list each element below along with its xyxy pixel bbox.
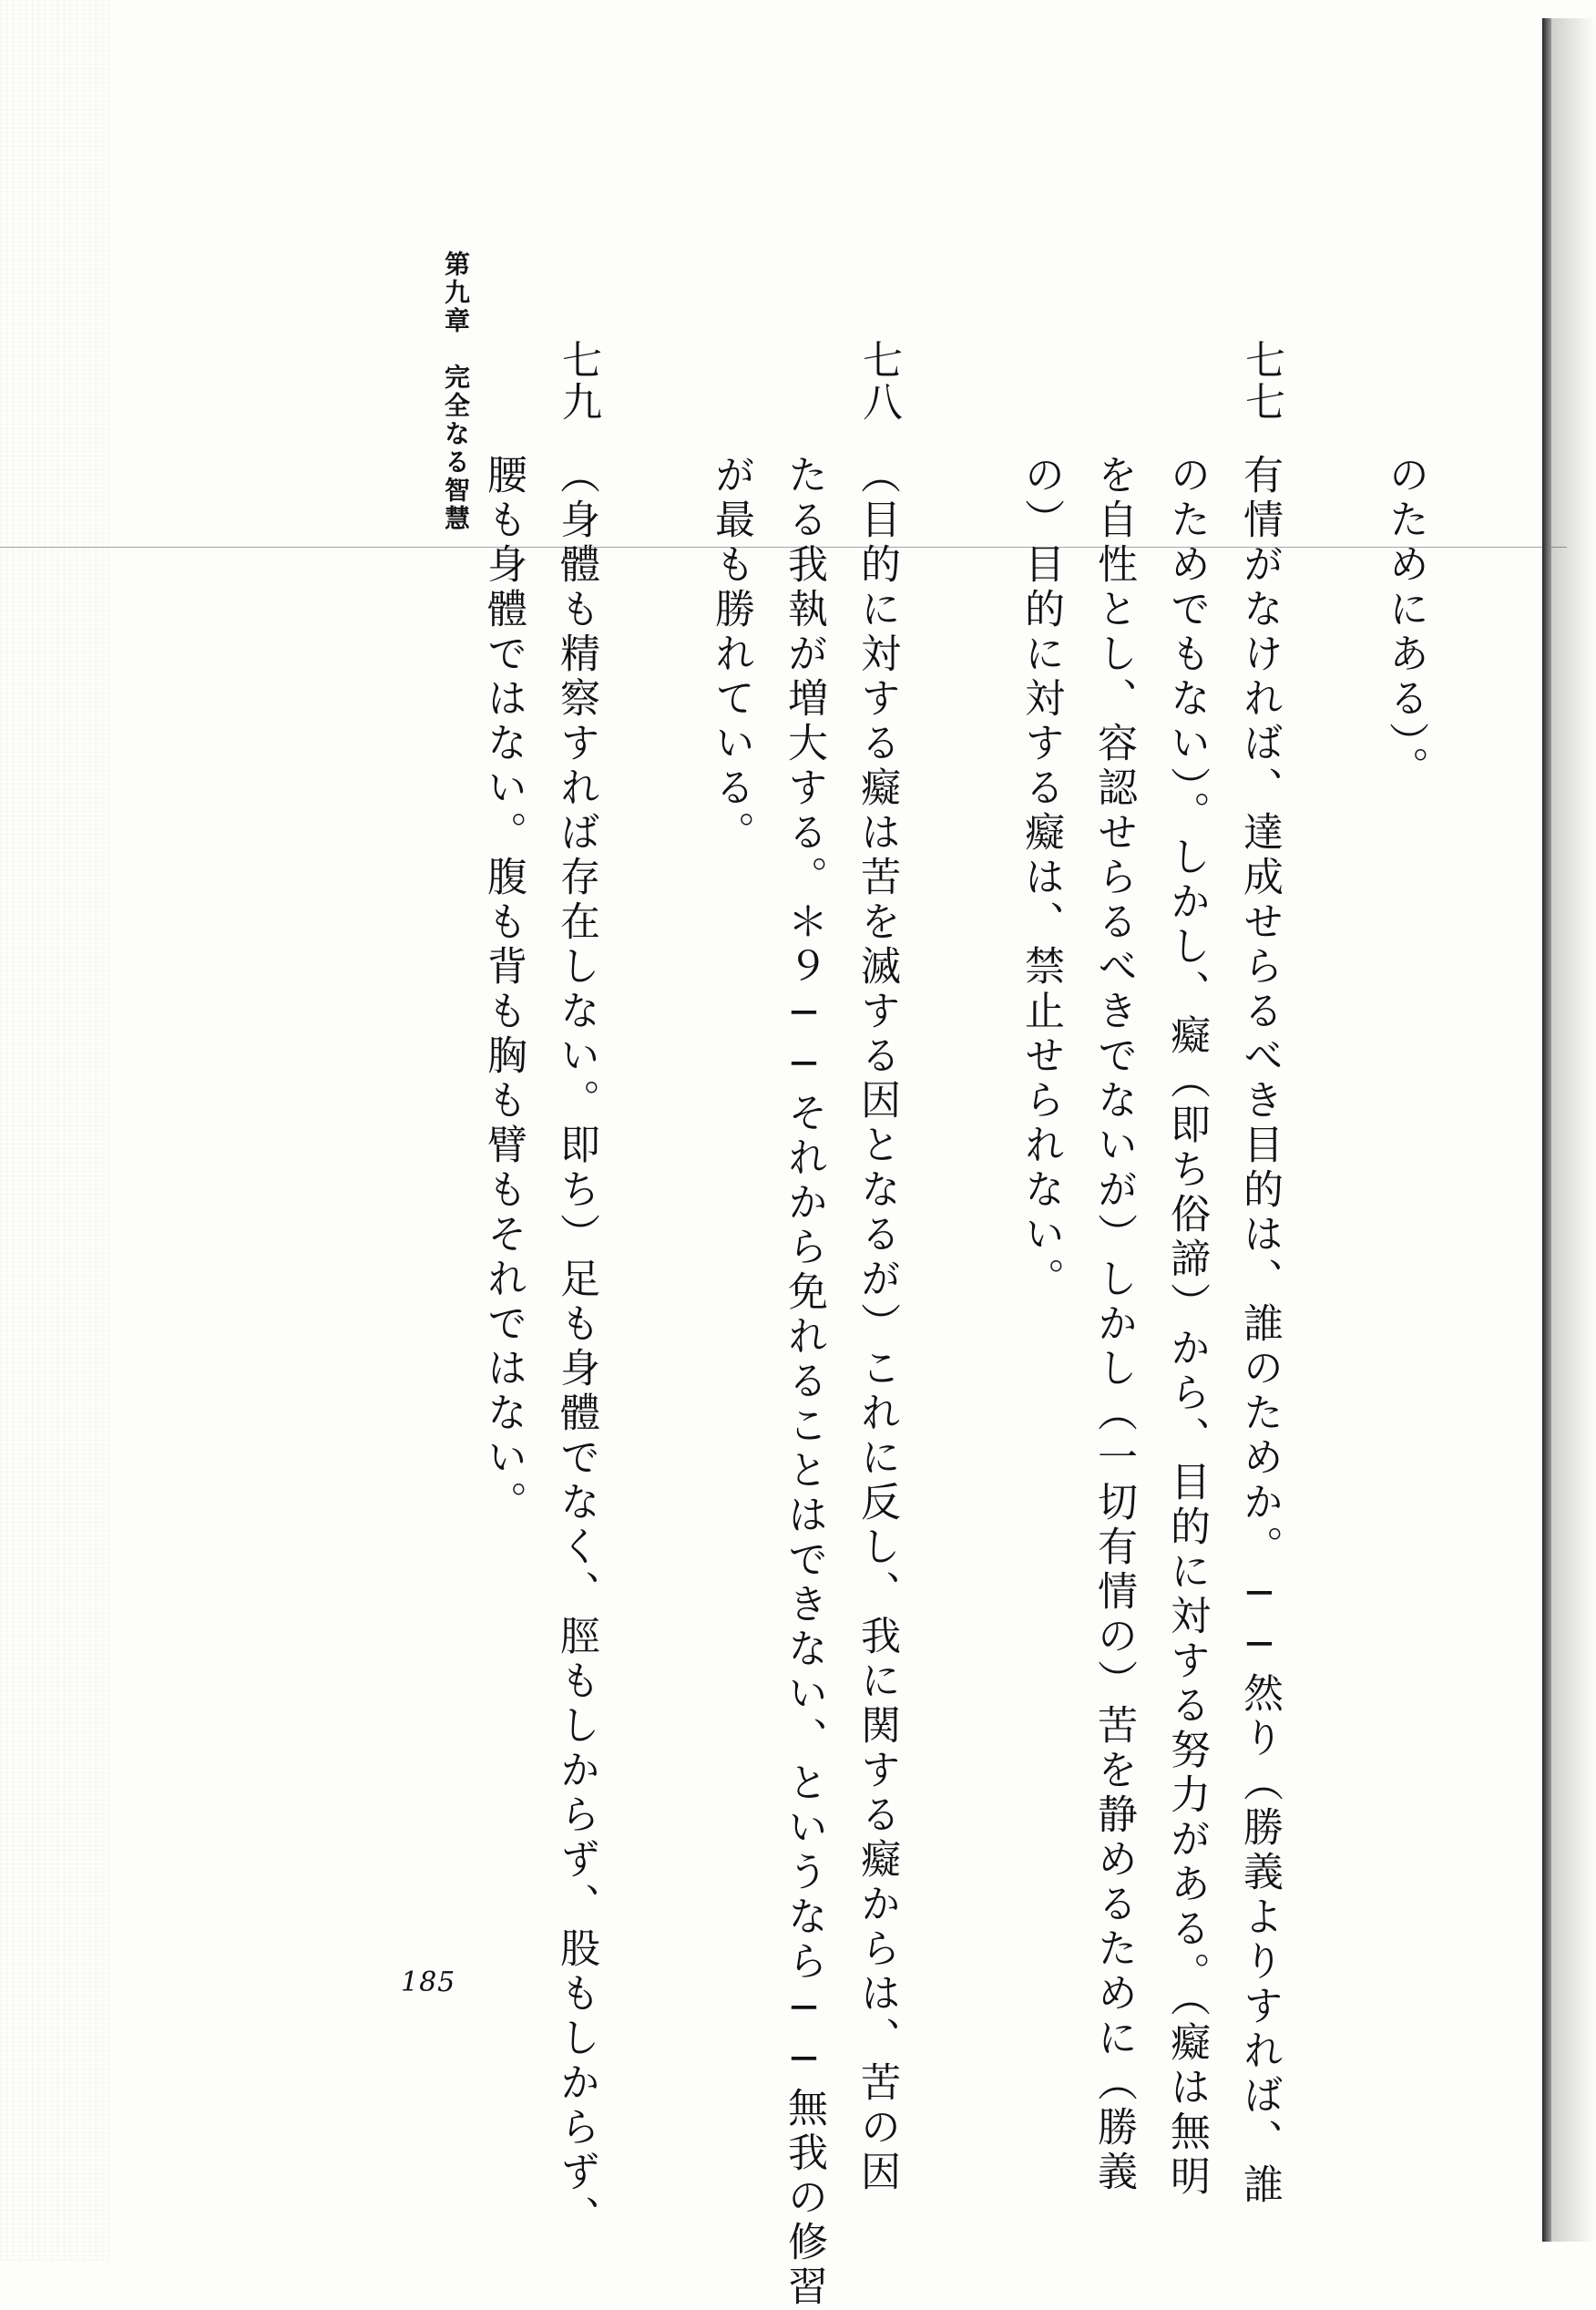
scan-noise <box>0 0 109 2261</box>
verse-77-line-4: の）目的に対する癡は、禁止せられない。 <box>1018 454 1064 1302</box>
verse-77-line-1: 有情がなければ、達成せらるべき目的は、誰のためか。──然り（勝義よりすれば、誰 <box>1236 454 1283 2208</box>
verse-79-line-1: （身體も精察すれば存在しない。即ち）足も身體でなく、脛もしからず、股もしからず、 <box>553 454 599 2240</box>
verse-77-line-2: のためでもない）。しかし、癡（即ち俗諦）から、目的に対する努力がある。（癡は無明 <box>1163 454 1210 2200</box>
verse-number-79: 七九 <box>555 339 601 423</box>
continued-line: のためにある）。 <box>1382 454 1428 791</box>
verse-78-line-1: （目的に対する癡は苦を滅する因となるが）これに反し、我に関する癡からは、苦の因 <box>854 454 900 2195</box>
verse-number-77: 七七 <box>1238 339 1284 423</box>
verse-78-line-3: が最も勝れている。 <box>708 454 754 856</box>
verse-78-line-2: たる我執が増大する。＊９──それから免れることはできない、というなら──無我の修習 <box>781 454 827 2310</box>
book-spine <box>1542 18 1551 2242</box>
verse-79-line-2: 腰も身體ではない。腹も背も胸も臂もそれではない。 <box>480 454 527 1525</box>
running-head: 第九章 完全なる智慧 <box>441 251 471 533</box>
verse-number-78: 七八 <box>855 339 902 423</box>
page-number: 185 <box>401 1966 456 1998</box>
verse-77-line-3: を自性とし、容認せらるべきでないが）しかし（一切有情の）苦を静めるために（勝義 <box>1090 454 1137 2195</box>
spine-shadow <box>1551 18 1596 2242</box>
